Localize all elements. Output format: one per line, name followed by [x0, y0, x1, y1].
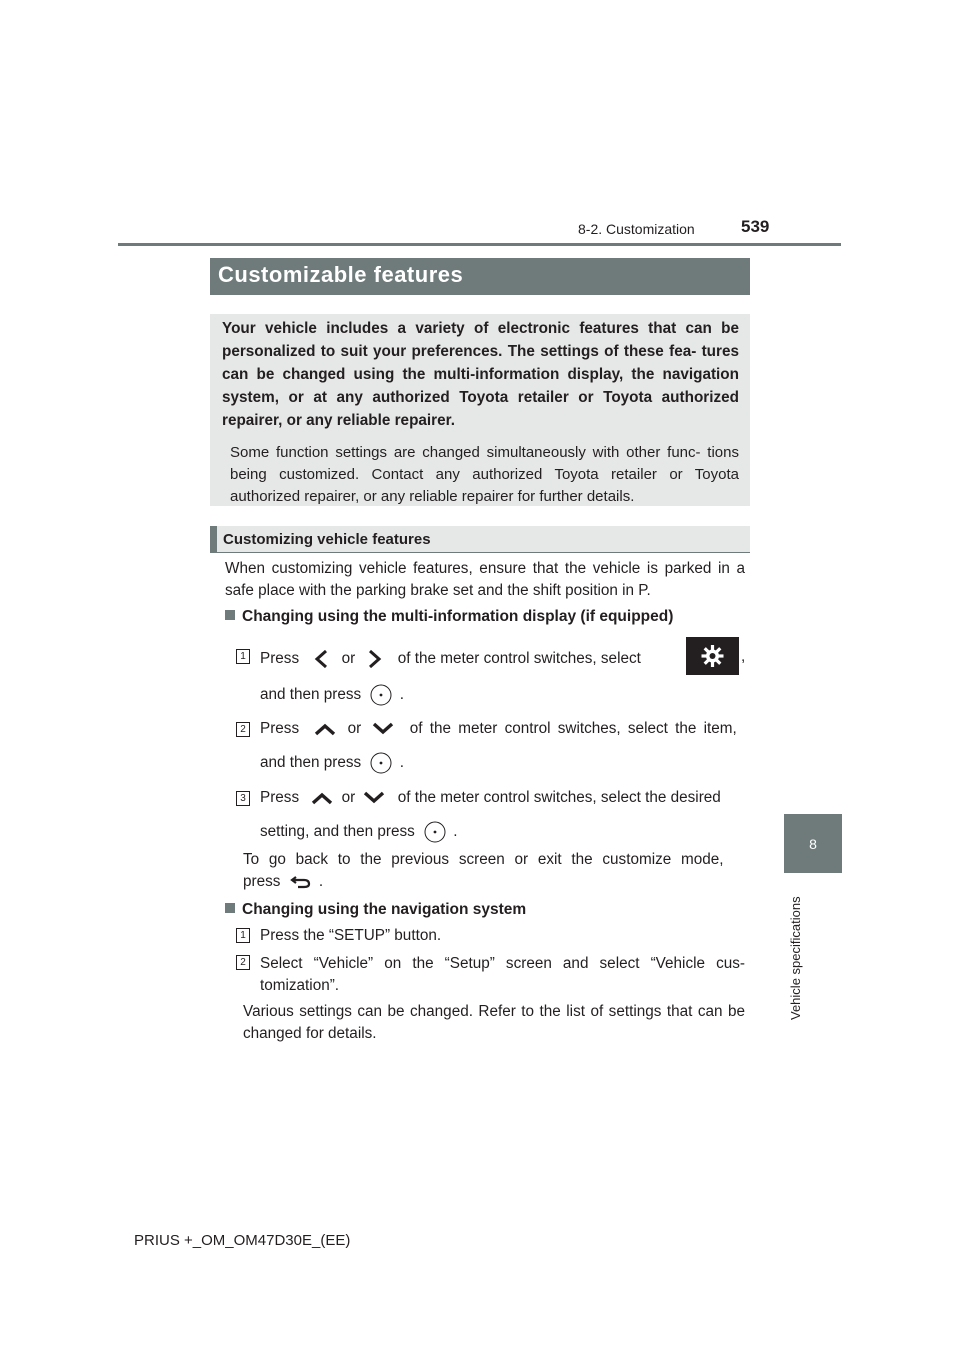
header-rule [118, 243, 841, 246]
ok-button-icon [423, 820, 447, 844]
mid-heading [225, 608, 673, 626]
ok-button-icon [369, 751, 393, 775]
intro-box [210, 314, 750, 506]
step2-line2-text: and then press [260, 754, 362, 772]
step1-comma: , [741, 648, 746, 665]
step-number: 3 [236, 791, 250, 806]
back-note-line2 [243, 873, 323, 891]
back-note-press: press [243, 873, 281, 890]
step1-dot: . [399, 686, 404, 704]
bullet-square [225, 903, 235, 913]
step-number: 2 [236, 955, 250, 970]
chevron-left-icon [311, 648, 333, 670]
chapter-tab: 8 [784, 814, 842, 873]
mid-heading-text: Changing using the multi-information display (if equipped) [242, 608, 674, 625]
page-number: 539 [741, 217, 770, 236]
step1-rest: of the meter control switches, select [397, 650, 641, 668]
step3-or: or [341, 789, 356, 807]
intro-bold-text: Your vehicle includes a variety of electronic features that can be personalized to suit your preferences. The settings of these fea- tures can be changed using the multi-information display, the navigation system, or at any authorized Toyota retailer or Toyota authorized repairer, or any reliable repairer. [222, 320, 739, 429]
section-label: 8-2. Customization [578, 221, 695, 237]
nav-step1-text: Press the “SETUP” button. [260, 927, 442, 944]
step1-line2 [260, 683, 404, 707]
nav-step2-text: Select “Vehicle” on the “Setup” screen and select “Vehicle cus- tomization”. [260, 955, 745, 994]
ok-button-icon [369, 683, 393, 707]
nav-note-text: Various settings can be changed. Refer to the list of settings that can be changed for details. [243, 1003, 745, 1042]
chevron-down-icon [361, 789, 387, 807]
nav-heading-text: Changing using the navigation system [242, 901, 527, 918]
chevron-up-icon [312, 720, 338, 738]
step3-rest: of the meter control switches, select the desired [397, 789, 721, 807]
step3-dot: . [453, 823, 458, 841]
step3-line2 [260, 820, 458, 844]
bullet-square [225, 610, 235, 620]
step1-text [260, 648, 641, 670]
step-number: 1 [236, 649, 250, 664]
chevron-up-icon [309, 789, 335, 807]
chevron-down-icon [370, 720, 396, 738]
footer-doc-id: PRIUS +_OM_OM47D30E_(EE) [134, 1232, 351, 1249]
step3-line2-text: setting, and then press [260, 823, 415, 841]
back-arrow-icon [289, 874, 313, 890]
step-number: 2 [236, 722, 250, 737]
step1-line2-text: and then press [260, 686, 362, 704]
intro-note-text: Some function settings are changed simultaneously with other func- tions being customized. Contact any authorized Toyota retailer or Toyota authorized repairer, or any reliable repairer for further details. [230, 444, 739, 505]
step3-text [260, 789, 721, 807]
chapter-title [788, 896, 938, 1020]
chapter-title-text: Vehicle specifications [788, 896, 803, 1020]
subsection-paragraph: When customizing vehicle features, ensure that the vehicle is parked in a safe place with the parking brake set and the shift position in P. [225, 560, 745, 599]
back-note-dot: . [318, 873, 324, 890]
step-number: 1 [236, 928, 250, 943]
step2-press: Press [260, 720, 300, 738]
back-note-line1: To go back to the previous screen or exit the customize mode, [243, 851, 724, 868]
chevron-right-icon [363, 648, 385, 670]
step1-or: or [341, 650, 356, 668]
settings-gear-icon [686, 637, 739, 675]
step2-text [260, 720, 737, 738]
page-title: Customizable features [210, 258, 750, 295]
nav-heading [225, 901, 526, 919]
nav-note-wrap [243, 1001, 745, 1045]
step2-or: or [347, 720, 362, 738]
nav-step2-wrap [260, 953, 745, 997]
step3-press: Press [260, 789, 300, 807]
step2-rest: of the meter control switches, select the item, [409, 720, 737, 738]
step2-line2 [260, 751, 404, 775]
subsection-paragraph-wrap [225, 558, 745, 602]
subsection-heading: Customizing vehicle features [210, 526, 750, 553]
step2-dot: . [399, 754, 404, 772]
step1-press: Press [260, 650, 300, 668]
